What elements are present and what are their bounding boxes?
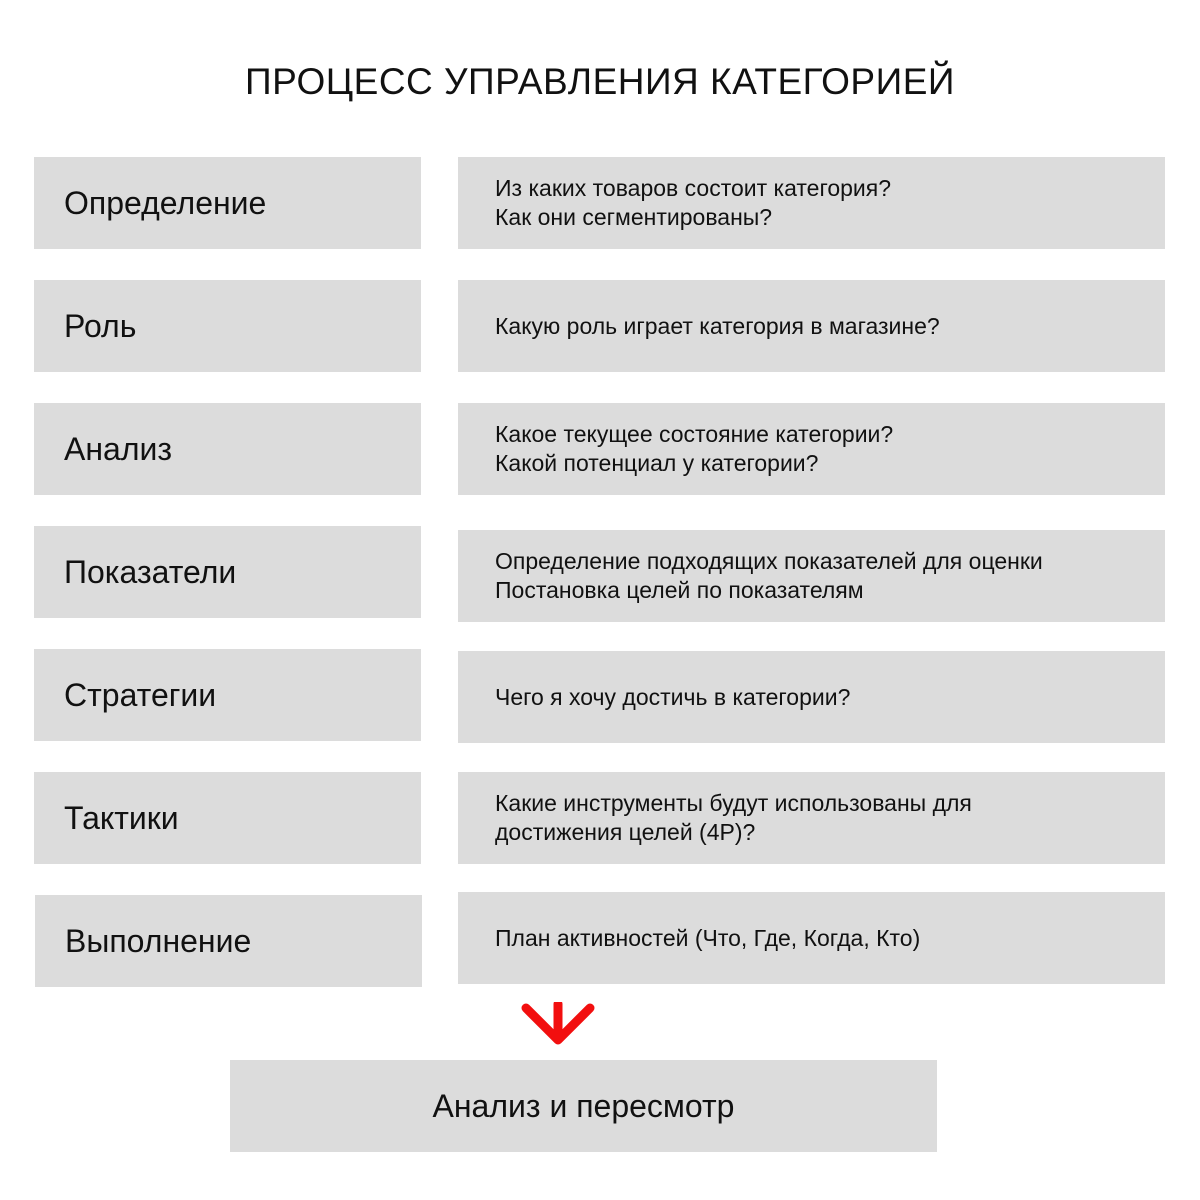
step-name: Тактики [64,800,179,836]
step-description-line: Определение подходящих показателей для оценки [495,548,1043,574]
review-label: Анализ и пересмотр [432,1088,735,1124]
step-name-box-role [34,280,421,372]
step-description-line: Чего я хочу достичь в категории? [495,683,851,710]
arrow-down-icon [520,1002,596,1050]
step-name-box-metrics [34,526,421,618]
step-name: Выполнение [65,923,252,959]
step-description-box-metrics [458,530,1165,622]
step-name: Роль [64,308,137,344]
step-description-line: Как они сегментированы? [495,204,773,230]
step-name: Определение [64,185,267,221]
step-name-box-tactics [34,772,421,864]
step-description-line: Какие инструменты будут использованы для [495,790,972,816]
step-name: Показатели [64,554,237,590]
step-description-line: Постановка целей по показателям [495,577,864,603]
review-box [230,1060,937,1152]
step-name-box-analysis [34,403,421,495]
step-description-box-execution [458,892,1165,984]
step-name-box-execution [35,895,422,987]
step-description-box-analysis [458,403,1165,495]
step-name-box-strategies [34,649,421,741]
step-name: Анализ [64,431,173,467]
step-description-box-tactics [458,772,1165,864]
step-description-line: Из каких товаров состоит категория? [495,175,892,201]
step-description-line: Какое текущее состояние категории? [495,421,894,447]
page-title: ПРОЦЕСС УПРАВЛЕНИЯ КАТЕГОРИЕЙ [245,61,955,102]
step-name: Стратегии [64,677,217,713]
step-description-line: Какой потенциал у категории? [495,450,819,476]
step-description-line: Какую роль играет категория в магазине? [495,312,940,339]
step-description-box-role [458,280,1165,372]
step-description-line: достижения целей (4P)? [495,819,756,845]
step-description-line: План активностей (Что, Где, Когда, Кто) [495,924,921,951]
step-description-box-definition [458,157,1165,249]
step-name-box-definition [34,157,421,249]
step-description-box-strategies [458,651,1165,743]
